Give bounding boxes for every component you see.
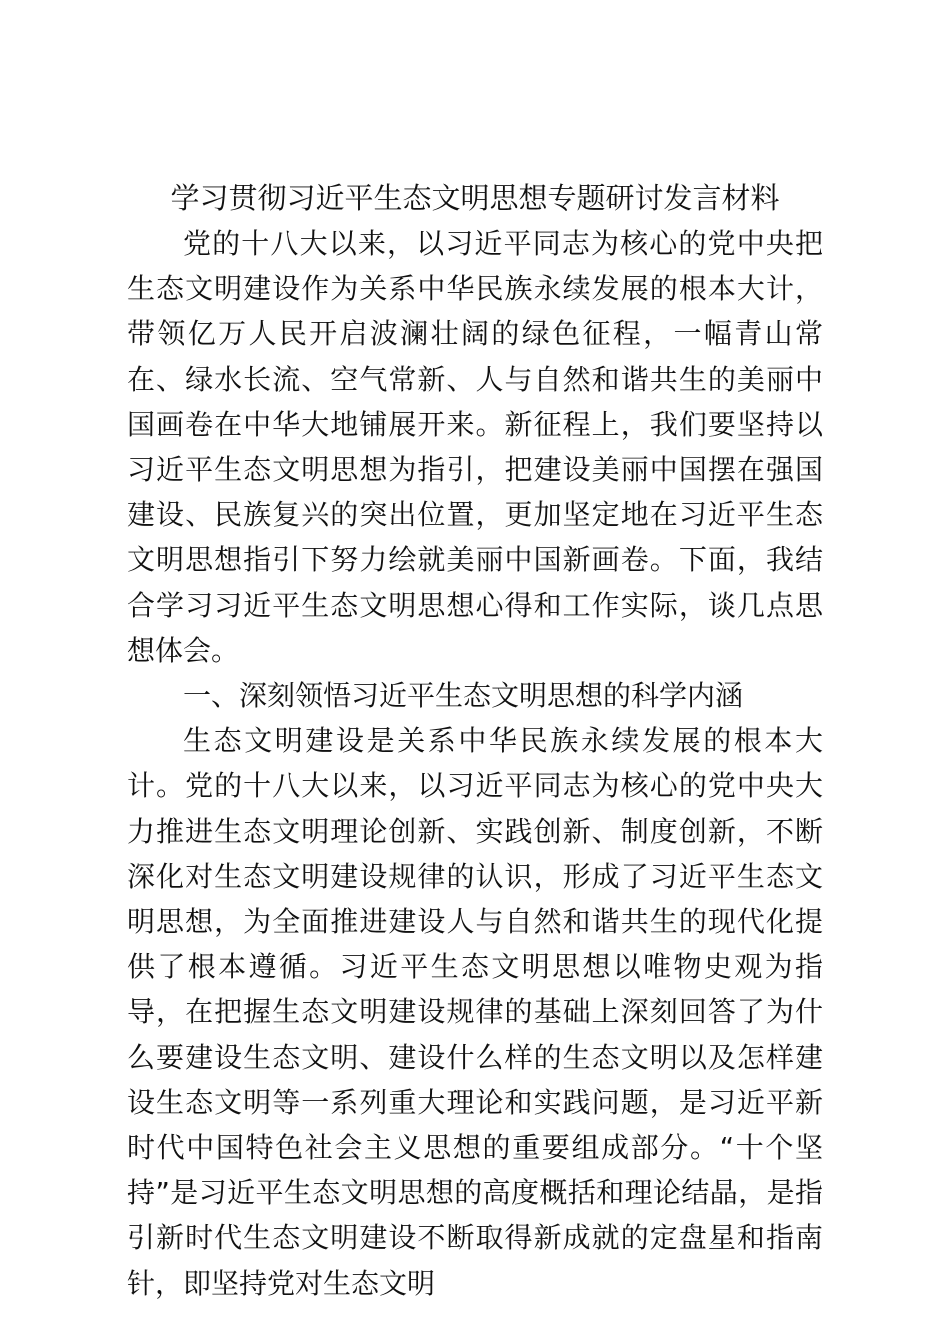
document-body — [127, 221, 823, 1306]
paragraph-section-1: 生态文明建设是关系中华民族永续发展的根本大计。党的十八大以来，以习近平同志为核心的党中央大力推进生态文明理论创新、实践创新、制度创新，不断深化对生态文明建设规律的认识，形成了习近平生态文明思想，为全面推进建设人与自然和谐共生的现代化提供了根本遵循。习近平生态文明思想以唯物史观为指导，在把握生态文明建设规律的基础上深刻回答了为什么要建设生态文明、建设什么样的生态文明以及怎样建设生态文明等一系列重大理论和实践问题，是习近平新时代中国特色社会主义思想的重要组成部分。“十个坚持”是习近平生态文明思想的高度概括和理论结晶，是指引新时代生态文明建设不断取得新成就的定盘星和指南针，即坚持党对生态文明 — [127, 724, 823, 1300]
document-title: 学习贯彻习近平生态文明思想专题研讨发言材料 — [170, 181, 780, 215]
section-heading-1: 一、深刻领悟习近平生态文明思想的科学内涵 — [183, 679, 744, 713]
paragraph-intro: 党的十八大以来，以习近平同志为核心的党中央把生态文明建设作为关系中华民族永续发展的根本大计，带领亿万人民开启波澜壮阔的绿色征程，一幅青山常在、绿水长流、空气常新、人与自然和谐共生的美丽中国画卷在中华大地铺展开来。新征程上，我们要坚持以习近平生态文明思想为指引，把建设美丽中国摆在强国建设、民族复兴的突出位置，更加坚定地在习近平生态文明思想指引下努力绘就美丽中国新画卷。下面，我结合学习习近平生态文明思想心得和工作实际，谈几点思想体会。 — [127, 227, 823, 667]
